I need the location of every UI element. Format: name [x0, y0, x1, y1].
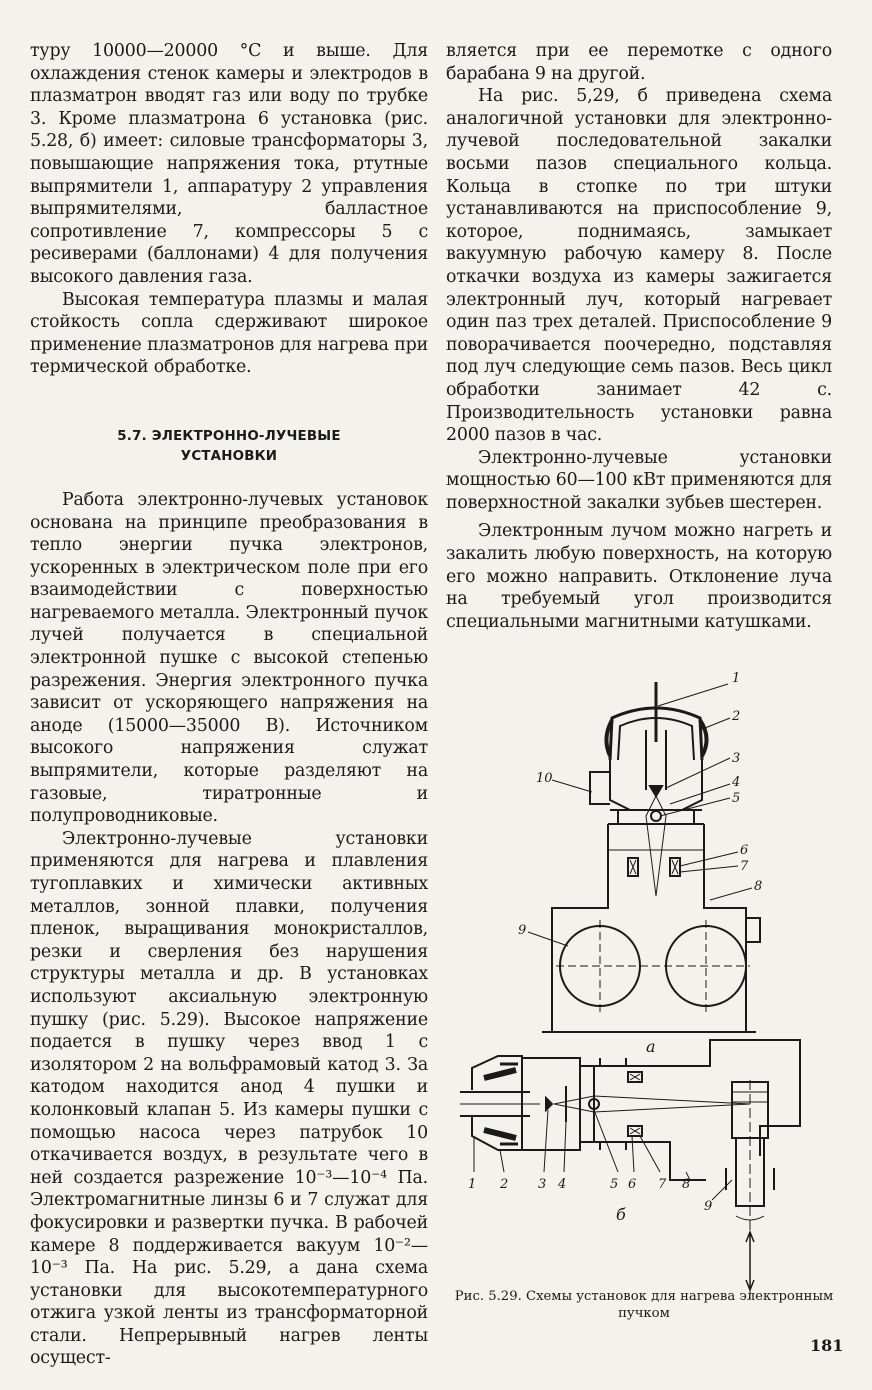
svg-text:3: 3 [732, 751, 741, 766]
svg-text:5: 5 [610, 1177, 619, 1192]
technical-drawing [460, 660, 840, 1300]
section-heading [30, 427, 428, 467]
svg-text:4: 4 [558, 1177, 567, 1192]
left-column [30, 40, 428, 1370]
paragraph: Электронно-лучевые установки мощностью 60—100 кВт применяются для поверхностной закалки зубьев шестерен. [446, 447, 832, 513]
paragraph: туру 10000—20000 °С и выше. Для охлаждения стенок камеры и электродов в плазматрон вводят газ или воду по трубке 3. Кроме плазматрона 6 установка (рис. 5.28, б) имеет: силовые трансформаторы 3, повышающие напряжения тока, ртутные выпрямители 1, аппаратуру 2 управления выпрямителями, балластное сопротивление 7, компрессоры 5 с ресиверами (баллонами) 4 для получения высокого давления газа. [30, 41, 428, 287]
scheme-b-label: б [616, 1205, 626, 1224]
paragraph: Электронным лучом можно нагреть и закалить любую поверхность, на которую его можно направить. Отклонение луча на требуемый угол производится специальными магнитными катушками. [446, 521, 832, 632]
paragraph: Работа электронно-лучевых установок основана на принципе преобразования в тепло энергии пучка электронов, ускоренных в электрическом поле при его взаимодействии с поверхностью нагреваемого металла. Электронный пучок лучей получается в специальной электронной пушке с высокой степенью разрежения. Энергия электронного пучка зависит от ускоряющего напряжения на аноде (15000—35000 В). Источником высокого напряжения служат выпрямители, которые разделяют на газовые, тиратронные и полупроводниковые. [30, 489, 428, 827]
scheme-a [518, 671, 762, 1056]
svg-text:3: 3 [538, 1177, 547, 1192]
paragraph: На рис. 5,29, б приведена схема аналогичной установки для электронно-лучевой последовательной закалки восьми пазов специального кольца. Кольца в стопке по три штуки устанавливаются на приспособление 9, которое, поднимаясь, замыкает вакуумную рабочую камеру 8. После откачки воздуха из камеры зажигается электронный луч, который нагревает один паз трех деталей. Приспособление 9 поворачивается поочередно, подставляя под луч следующие семь пазов. Весь цикл обработки занимает 42 с. Производительность установки равна 2000 пазов в час. [446, 86, 832, 446]
figure-caption: Рис. 5.29. Схемы установок для нагрева электронным пучком [454, 1289, 834, 1321]
right-column [446, 40, 832, 633]
svg-text:1: 1 [732, 671, 741, 686]
section-heading-line: 5.7. ЭЛЕКТРОННО-ЛУЧЕВЫЕ [117, 428, 341, 444]
paragraph: Электронно-лучевые установки применяются для нагрева и плавления тугоплавких и химически активных металлов, зонной плавки, получения пленок, выращивания монокристаллов, резки и сверления без нарушения структуры металла и др. В установках используют аксиальную электронную пушку (рис. 5.29). Высокое напряжение подается в пушку через ввод 1 с изолятором 2 на вольфрамовый катод 3. За катодом находится анод 4 пушки и колонковый клапан 5. Из камеры пушки с помощью насоса через патрубок 10 откачивается воздух, в результате чего в ней создается разрежение 10⁻³—10⁻⁴ Па. Электромагнитные линзы 6 и 7 служат для фокусировки и развертки пучка. В рабочей камере 8 поддерживается вакуум 10⁻²—10⁻³ Па. На рис. 5.29, а дана схема установки для высокотемпературного отжига узкой ленты из трансформаторной стали. Непрерывный нагрев ленты осущест- [30, 828, 428, 1369]
svg-text:2: 2 [732, 709, 741, 724]
svg-text:2: 2 [500, 1177, 509, 1192]
svg-text:1: 1 [468, 1177, 477, 1192]
svg-text:7: 7 [740, 859, 749, 874]
svg-text:4: 4 [732, 775, 741, 790]
svg-text:10: 10 [536, 771, 553, 786]
section-heading-line: УСТАНОВКИ [180, 448, 278, 464]
scheme-b [460, 1040, 800, 1300]
svg-text:9: 9 [704, 1199, 713, 1214]
svg-text:8: 8 [682, 1177, 691, 1192]
svg-text:7: 7 [658, 1177, 667, 1192]
svg-text:6: 6 [740, 843, 749, 858]
svg-text:6: 6 [628, 1177, 637, 1192]
svg-text:5: 5 [732, 791, 741, 806]
figure-electron-beam-schemes [460, 660, 840, 1300]
scheme-a-label: а [646, 1037, 656, 1056]
svg-text:8: 8 [754, 879, 763, 894]
paragraph: вляется при ее перемотке с одного барабана 9 на другой. [446, 41, 832, 84]
paragraph: Высокая температура плазмы и малая стойкость сопла сдерживают широкое применение плазматронов для нагрева при термической обработке. [30, 289, 428, 378]
page-number: 181 [810, 1336, 844, 1355]
svg-text:9: 9 [518, 923, 527, 938]
